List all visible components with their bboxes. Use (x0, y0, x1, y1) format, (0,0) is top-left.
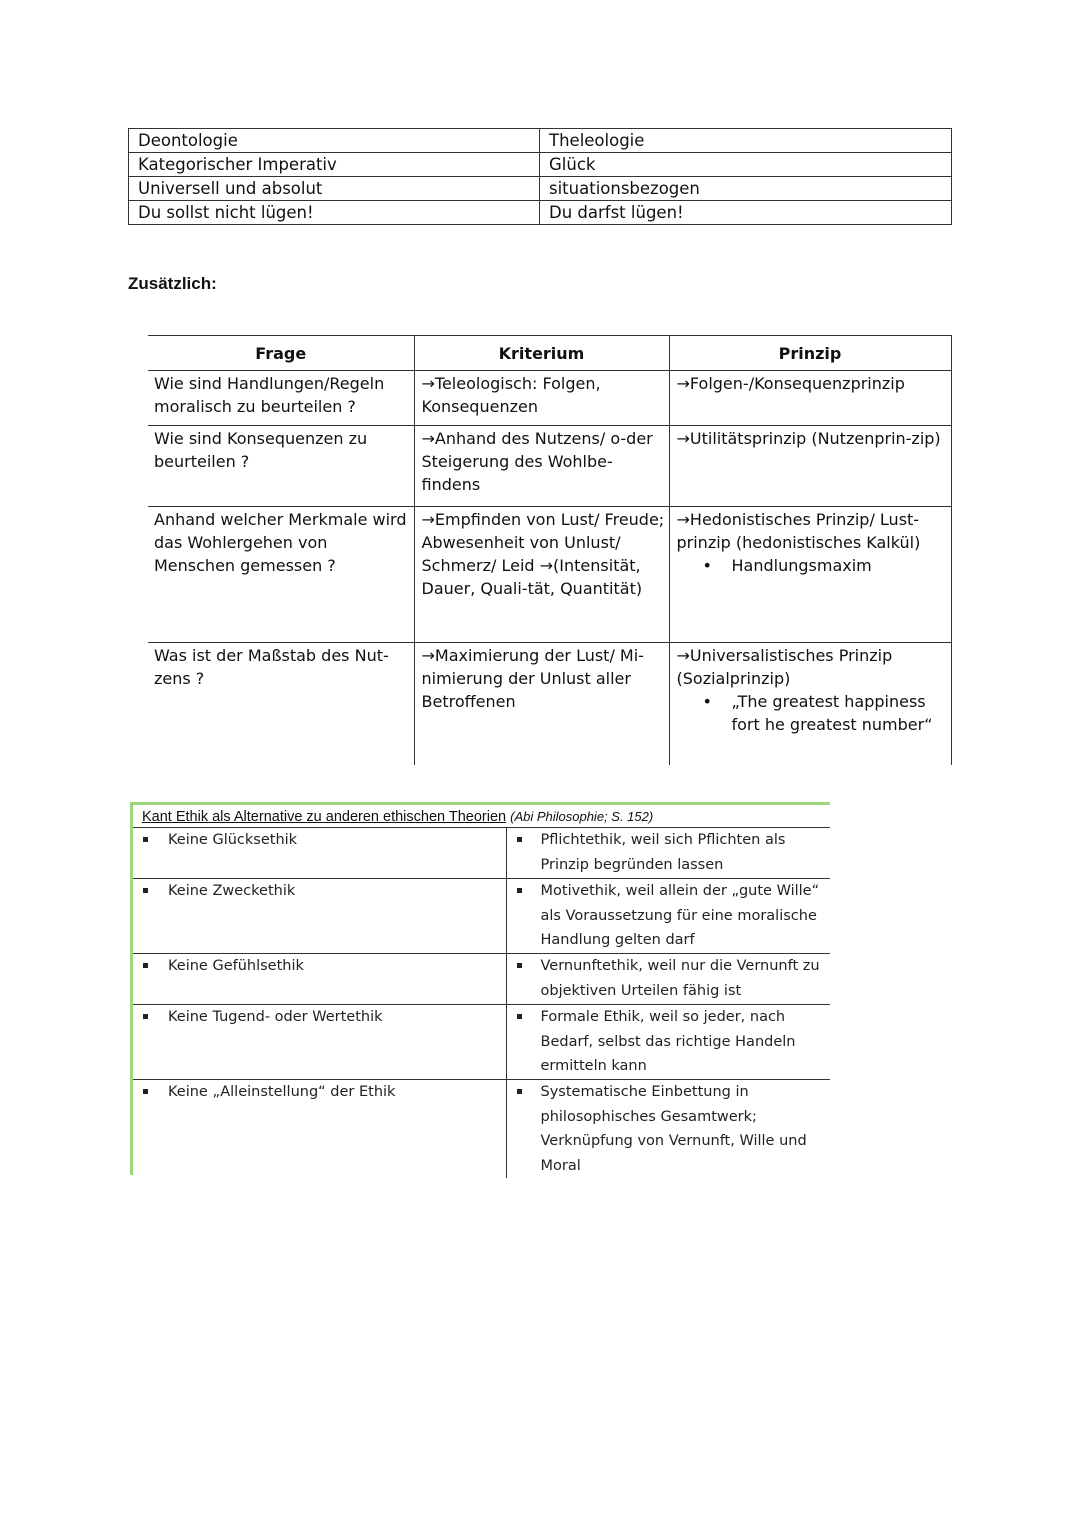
table-row (148, 643, 951, 766)
table-cell (669, 643, 951, 766)
table-cell: →Empfinden von Lust/ Freude; Abwesenheit von Unlust/ Schmerz/ Leid →(Intensität, Dauer, Quali-tät, Quantität) (414, 507, 669, 643)
table-cell: Du darfst lügen! (540, 201, 952, 225)
kant-ethics-table (130, 802, 830, 1175)
table-cell (669, 371, 951, 426)
cell-text: →Hedonistisches Prinzip/ Lust-prinzip (hedonistisches Kalkül) (676, 510, 921, 552)
table-cell: Theleologie (540, 129, 952, 153)
bullet-item: • Handlungsmaxim (677, 554, 947, 577)
table-cell: Kategorischer Imperativ (129, 153, 540, 177)
section-heading: Zusätzlich: (128, 274, 217, 293)
table-cell (506, 954, 830, 1005)
table-cell (506, 1005, 830, 1080)
bullet-square-icon (143, 1014, 148, 1019)
column-header-kriterium: Kriterium (414, 336, 669, 371)
table-cell: →Teleologisch: Folgen, Konsequenzen (414, 371, 669, 426)
bullet-square-icon (517, 963, 522, 968)
bullet-square-icon (143, 963, 148, 968)
bullet-square-icon (517, 888, 522, 893)
table-row (133, 879, 830, 954)
cell-text: Keine „Alleinstellung“ der Ethik (168, 1084, 396, 1100)
cell-text: →Universalistisches Prinzip (Sozialprinzip) (676, 646, 893, 688)
table-row (133, 954, 830, 1005)
table-header-row (148, 336, 951, 371)
table-row (148, 507, 951, 643)
table-cell (669, 426, 951, 507)
cell-text: →Utilitätsprinzip (Nutzenprin-zip) (676, 429, 941, 448)
table-row (133, 1005, 830, 1080)
cell-text: Vernunftethik, weil nur die Vernunft zu objektiven Urteilen fähig ist (540, 958, 820, 999)
table-cell: Anhand welcher Merkmale wird das Wohlergehen von Menschen gemessen ? (148, 507, 414, 643)
kant-ethics-rows (133, 828, 830, 1178)
table-cell (133, 879, 506, 954)
cell-text: Keine Gefühlsethik (168, 958, 304, 974)
column-header-frage: Frage (148, 336, 414, 371)
table-row (129, 177, 952, 201)
table-cell (669, 507, 951, 643)
table-cell (506, 1080, 830, 1179)
principles-table (148, 335, 952, 765)
bullet-square-icon (143, 888, 148, 893)
table-row (129, 129, 952, 153)
column-header-prinzip: Prinzip (669, 336, 951, 371)
table-cell (133, 954, 506, 1005)
caption-source: (Abi Philosophie; S. 152) (510, 809, 654, 824)
table-cell (133, 828, 506, 879)
comparison-table (128, 128, 952, 225)
bullet-item: • „The greatest happiness fort he greatest number“ (677, 690, 947, 736)
cell-text: →Folgen-/Konsequenzprinzip (676, 374, 905, 393)
table-cell: Glück (540, 153, 952, 177)
table-cell: situationsbezogen (540, 177, 952, 201)
table-cell (506, 879, 830, 954)
bullet-square-icon (517, 1089, 522, 1094)
table-cell: Wie sind Handlungen/Regeln moralisch zu beurteilen ? (148, 371, 414, 426)
cell-text: Keine Glücksethik (168, 832, 298, 848)
cell-text: Formale Ethik, weil so jeder, nach Bedarf, selbst das richtige Handeln ermitteln kann (540, 1009, 796, 1074)
cell-text: Keine Tugend- oder Wertethik (168, 1009, 383, 1025)
table-cell (506, 828, 830, 879)
bullet-square-icon (517, 837, 522, 842)
table-row (133, 1080, 830, 1179)
table-cell: Du sollst nicht lügen! (129, 201, 540, 225)
bullet-square-icon (143, 1089, 148, 1094)
table-cell (133, 1005, 506, 1080)
bullet-square-icon (517, 1014, 522, 1019)
table-caption (133, 802, 830, 828)
table-row (129, 201, 952, 225)
table-cell (133, 1080, 506, 1179)
cell-text: Systematische Einbettung in philosophisches Gesamtwerk; Verknüpfung von Vernunft, Wille und Moral (540, 1084, 807, 1174)
cell-text: Keine Zweckethik (168, 883, 296, 899)
table-cell: →Maximierung der Lust/ Mi-nimierung der Unlust aller Betroffenen (414, 643, 669, 766)
table-cell: Was ist der Maßstab des Nut-zens ? (154, 646, 389, 688)
table-row (148, 426, 951, 507)
caption-title: Kant Ethik als Alternative zu anderen ethischen Theorien (142, 809, 507, 825)
table-cell: Universell und absolut (129, 177, 540, 201)
cell-text: Motivethik, weil allein der „gute Wille“ als Voraussetzung für eine moralische Handlung gelten darf (540, 883, 820, 948)
table-cell: Deontologie (129, 129, 540, 153)
table-cell: →Anhand des Nutzens/ o-der Steigerung des Wohlbe-findens (414, 426, 669, 507)
cell-text: Pflichtethik, weil sich Pflichten als Prinzip begründen lassen (540, 832, 786, 873)
table-row (148, 371, 951, 426)
table-cell: Wie sind Konsequenzen zu beurteilen ? (148, 426, 414, 507)
bullet-square-icon (143, 837, 148, 842)
table-row (133, 828, 830, 879)
table-row (129, 153, 952, 177)
